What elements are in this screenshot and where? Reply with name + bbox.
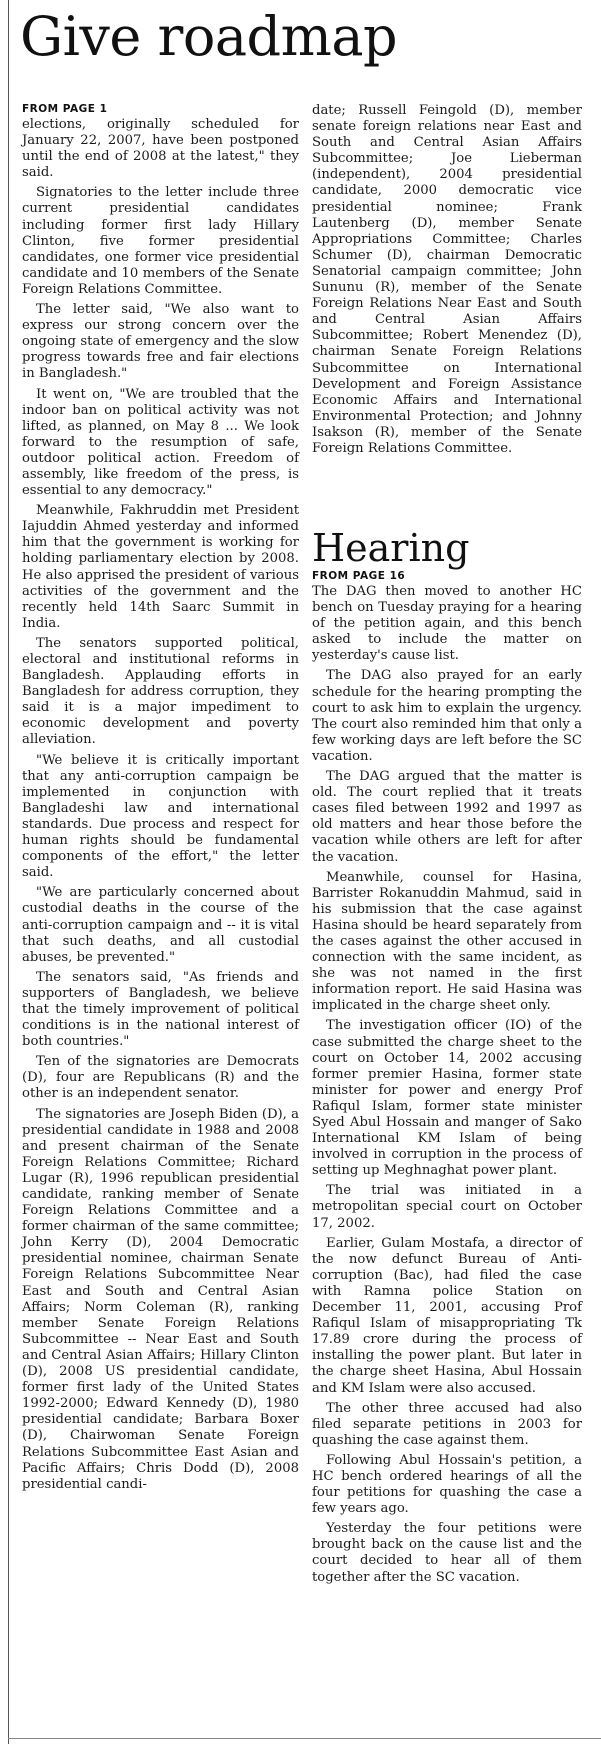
kicker-from-page-16: FROM PAGE 16 [312,570,406,582]
paragraph: The signatories are Joseph Biden (D), a presidential candidate in 1988 and 2008 and present chairman of the Senate Foreign Relations Committee; Richard Lugar (R), 1996 republican presidential candidate, ranking member of Senate Foreign Relations Committee and a former chairman of the same committee; John Kerry (D), 2004 Democratic presidential nominee, chairman Senate Foreign Relations Subcommittee Near East and South and Central Asian Affairs; Norm Coleman (R), ranking member Senate Foreign Relations Subcommittee -- Near East and South and Central Asian Affairs; Hillary Clinton (D), 2008 US presidential candidate, former first lady of the United States 1992-2000; Edward Kennedy (D), 1980 presidential candidate; Barbara Boxer (D), Chairwoman Senate Foreign Relations Subcommittee East Asian and Pacific Affairs; Chris Dodd (D), 2008 presidential candi- [22,1106,299,1492]
paragraph: "We believe it is critically important that any anti-corruption campaign be implemented in conjunction with Bangladeshi law and international standards. Due process and respect for human rights should be fundamental components of the effort," the letter said. [22,752,299,881]
paragraph: Meanwhile, counsel for Hasina, Barrister Rokanuddin Mahmud, said in his submission that the case against Hasina should be heard separately from the cases against the other accused in connection with the same incident, as she was not named in the first information report. He said Hasina was implicated in the charge sheet only. [312,869,582,1014]
paragraph: Earlier, Gulam Mostafa, a director of the now defunct Bureau of Anti-corruption (Bac), had filed the case with Ramna police Station on December 11, 2001, accusing Prof Rafiqul Islam of misappropriating Tk 17.89 crore during the process of installing the power plant. But later in the charge sheet Hasina, Abul Hossain and KM Islam were also accused. [312,1235,582,1396]
paragraph: The DAG also prayed for an early schedule for the hearing prompting the court to ask him to explain the urgency. The court also reminded him that only a few working days are left before the SC vacation. [312,668,582,764]
paragraph: The DAG then moved to another HC bench on Tuesday praying for a hearing of the petition again, and this bench asked to include the matter on yesterday's cause list. [312,584,582,664]
column-rule-left [8,0,9,1744]
paragraph: "We are particularly concerned about custodial deaths in the course of the anti-corruption campaign and -- it is vital that such deaths, and all custodial abuses, be prevented." [22,885,299,965]
article-give-roadmap-column-2 [312,103,582,457]
article-hearing-column [312,570,582,1586]
paragraph: The senators said, "As friends and supporters of Bangladesh, we believe that the timely improvement of political conditions is in the national interest of both countries." [22,969,299,1050]
bottom-rule [8,1738,601,1739]
paragraph: The DAG argued that the matter is old. The court replied that it treats cases filed between 1992 and 1997 as old matters and hear those before the vacation while others are left for after the vacation. [312,769,582,865]
paragraph: The other three accused had also filed separate petitions in 2003 for quashing the case against them. [312,1400,582,1448]
paragraph: Yesterday the four petitions were brought back on the cause list and the court decided to hear all of them together after the SC vacation. [312,1521,582,1585]
paragraph: It went on, "We are troubled that the indoor ban on political activity was not lifted, as planned, on May 8 ... We look forward to the resumption of safe, outdoor political action. Freedom of assembly, like freedom of the press, is essential to any democracy." [22,386,299,499]
paragraph: Signatories to the letter include three current presidential candidates including former first lady Hillary Clinton, five former presidential candidates, one former vice presidential candidate and 10 members of the Senate Foreign Relations Committee. [22,185,299,297]
paragraph: Meanwhile, Fakhruddin met President Iajuddin Ahmed yesterday and informed him that the government is working for holding parliamentary election by 2008. He also apprised the president of various activities of the government and the recently held 14th Saarc Summit in India. [22,503,299,631]
paragraph: Following Abul Hossain's petition, a HC bench ordered hearings of all the four petitions for quashing the case a few years ago. [312,1452,582,1517]
article-give-roadmap-column-1 [22,103,299,1493]
paragraph: The letter said, "We also want to express our strong concern over the ongoing state of emergency and the slow progress towards free and fair elections in Bangladesh." [22,302,299,382]
headline-hearing: Hearing [312,526,470,570]
headline-give-roadmap: Give roadmap [20,5,398,68]
paragraph: Ten of the signatories are Democrats (D), four are Republicans (R) and the other is an independent senator. [22,1054,299,1102]
paragraph: The senators supported political, electoral and institutional reforms in Bangladesh. Applauding efforts in Bangladesh for address corruption, they said it is a major impediment to economic development and poverty alleviation. [22,635,299,748]
paragraph: The investigation officer (IO) of the case submitted the charge sheet to the court on October 14, 2002 accusing former premier Hasina, former state minister for power and energy Prof Rafiqul Islam, former state minister Syed Abul Hossain and manger of Sako International KM Islam of being involved in corruption in the process of setting up Meghnaghat power plant. [312,1018,582,1179]
paragraph: The trial was initiated in a metropolitan special court on October 17, 2002. [312,1183,582,1231]
kicker-from-page-1: FROM PAGE 1 [22,103,108,115]
paragraph: date; Russell Feingold (D), member senate foreign relations near East and South and Central Asian Affairs Subcommittee; Joe Lieberman (independent), 2004 presidential candidate, 2000 democratic vice presidential nominee; Frank Lautenberg (D), member Senate Appropriations Committee; Charles Schumer (D), chairman Democratic Senatorial campaign committee; John Sununu (R), member of the Senate Foreign Relations Near East and South and Central Asian Affairs Subcommittee; Robert Menendez (D), chairman Senate Foreign Relations Subcommittee on International Development and Foreign Assistance Economic Affairs and International Environmental Protection; and Johnny Isakson (R), member of the Senate Foreign Relations Committee. [312,103,582,456]
paragraph: elections, originally scheduled for January 22, 2007, have been postponed until the end of 2008 at the latest," they said. [22,117,299,181]
